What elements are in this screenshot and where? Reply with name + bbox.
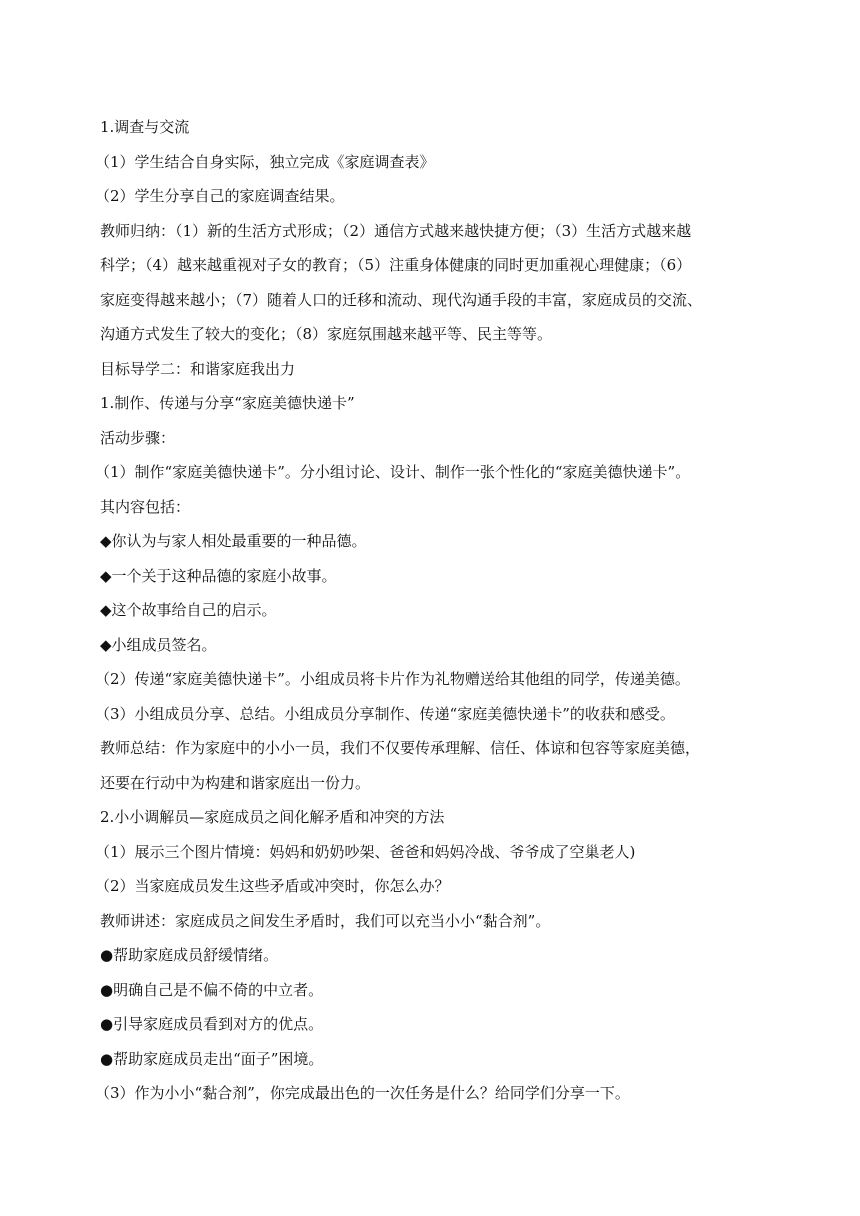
- section-heading-express-card: 1.制作、传递与分享“家庭美德快递卡”: [100, 394, 355, 412]
- paragraph-line: 沟通方式发生了较大的变化；（8）家庭氛围越来越平等、民主等等。: [100, 325, 553, 343]
- paragraph-line: （3）作为小小“黏合剂”，你完成最出色的一次任务是什么？给同学们分享一下。: [95, 1084, 630, 1102]
- paragraph-line: 其内容包括：: [100, 497, 191, 516]
- bullet-item: ●引导家庭成员看到对方的优点。: [100, 1015, 324, 1033]
- bullet-item: ●明确自己是不偏不倚的中立者。: [100, 980, 324, 999]
- section-heading-survey: 1.调查与交流: [100, 118, 190, 136]
- paragraph-line: 家庭变得越来越小；（7）随着人口的迁移和流动、现代沟通手段的丰富，家庭成员的交流、: [100, 290, 703, 309]
- section-heading-goal-two: 目标导学二：和谐家庭我出力: [100, 359, 296, 378]
- bullet-item: ●帮助家庭成员舒缓情绪。: [100, 946, 279, 964]
- paragraph-line: （2）当家庭成员发生这些矛盾或冲突时，你怎么办？: [95, 877, 450, 895]
- section-heading-mediator: 2.小小调解员—家庭成员之间化解矛盾和冲突的方法: [100, 808, 445, 826]
- paragraph-line: 教师讲述：家庭成员之间发生矛盾时，我们可以充当小小“黏合剂”。: [100, 911, 551, 930]
- bullet-item: ◆这个故事给自己的启示。: [100, 601, 277, 619]
- paragraph-line: （2）学生分享自己的家庭调查结果。: [95, 187, 345, 205]
- paragraph-line: （3）小组成员分享、总结。小组成员分享制作、传递“家庭美德快递卡”的收获和感受。: [95, 704, 675, 723]
- paragraph-line: 活动步骤：: [100, 428, 176, 447]
- paragraph-line: （1）制作“家庭美德快递卡”。分小组讨论、设计、制作一张个性化的“家庭美德快递卡”。: [95, 463, 691, 481]
- paragraph-line: 教师总结：作为家庭中的小小一员，我们不仅要传承理解、信任、体谅和包容等家庭美德，: [100, 739, 701, 757]
- paragraph-line: 科学；（4）越来越重视对子女的教育；（5）注重身体健康的同时更加重视心理健康；（6）: [100, 256, 692, 274]
- bullet-item: ◆一个关于这种品德的家庭小故事。: [100, 566, 337, 585]
- paragraph-line: （2）传递“家庭美德快递卡”。小组成员将卡片作为礼物赠送给其他组的同学，传递美德。: [95, 670, 690, 688]
- bullet-item: ●帮助家庭成员走出“面子”困境。: [100, 1049, 324, 1068]
- paragraph-line: 还要在行动中为构建和谐家庭出一份力。: [100, 773, 371, 792]
- paragraph-line: 教师归纳：（1）新的生活方式形成；（2）通信方式越来越快捷方便；（3）生活方式越来越: [100, 221, 692, 240]
- bullet-item: ◆你认为与家人相处最重要的一种品德。: [100, 532, 367, 550]
- paragraph-line: （1）展示三个图片情境：妈妈和奶奶吵架、爸爸和妈妈冷战、爷爷成了空巢老人): [95, 842, 636, 861]
- bullet-item: ◆小组成员签名。: [100, 635, 217, 654]
- document-body: [95, 110, 790, 1111]
- paragraph-line: （1）学生结合自身实际，独立完成《家庭调查表》: [95, 152, 435, 171]
